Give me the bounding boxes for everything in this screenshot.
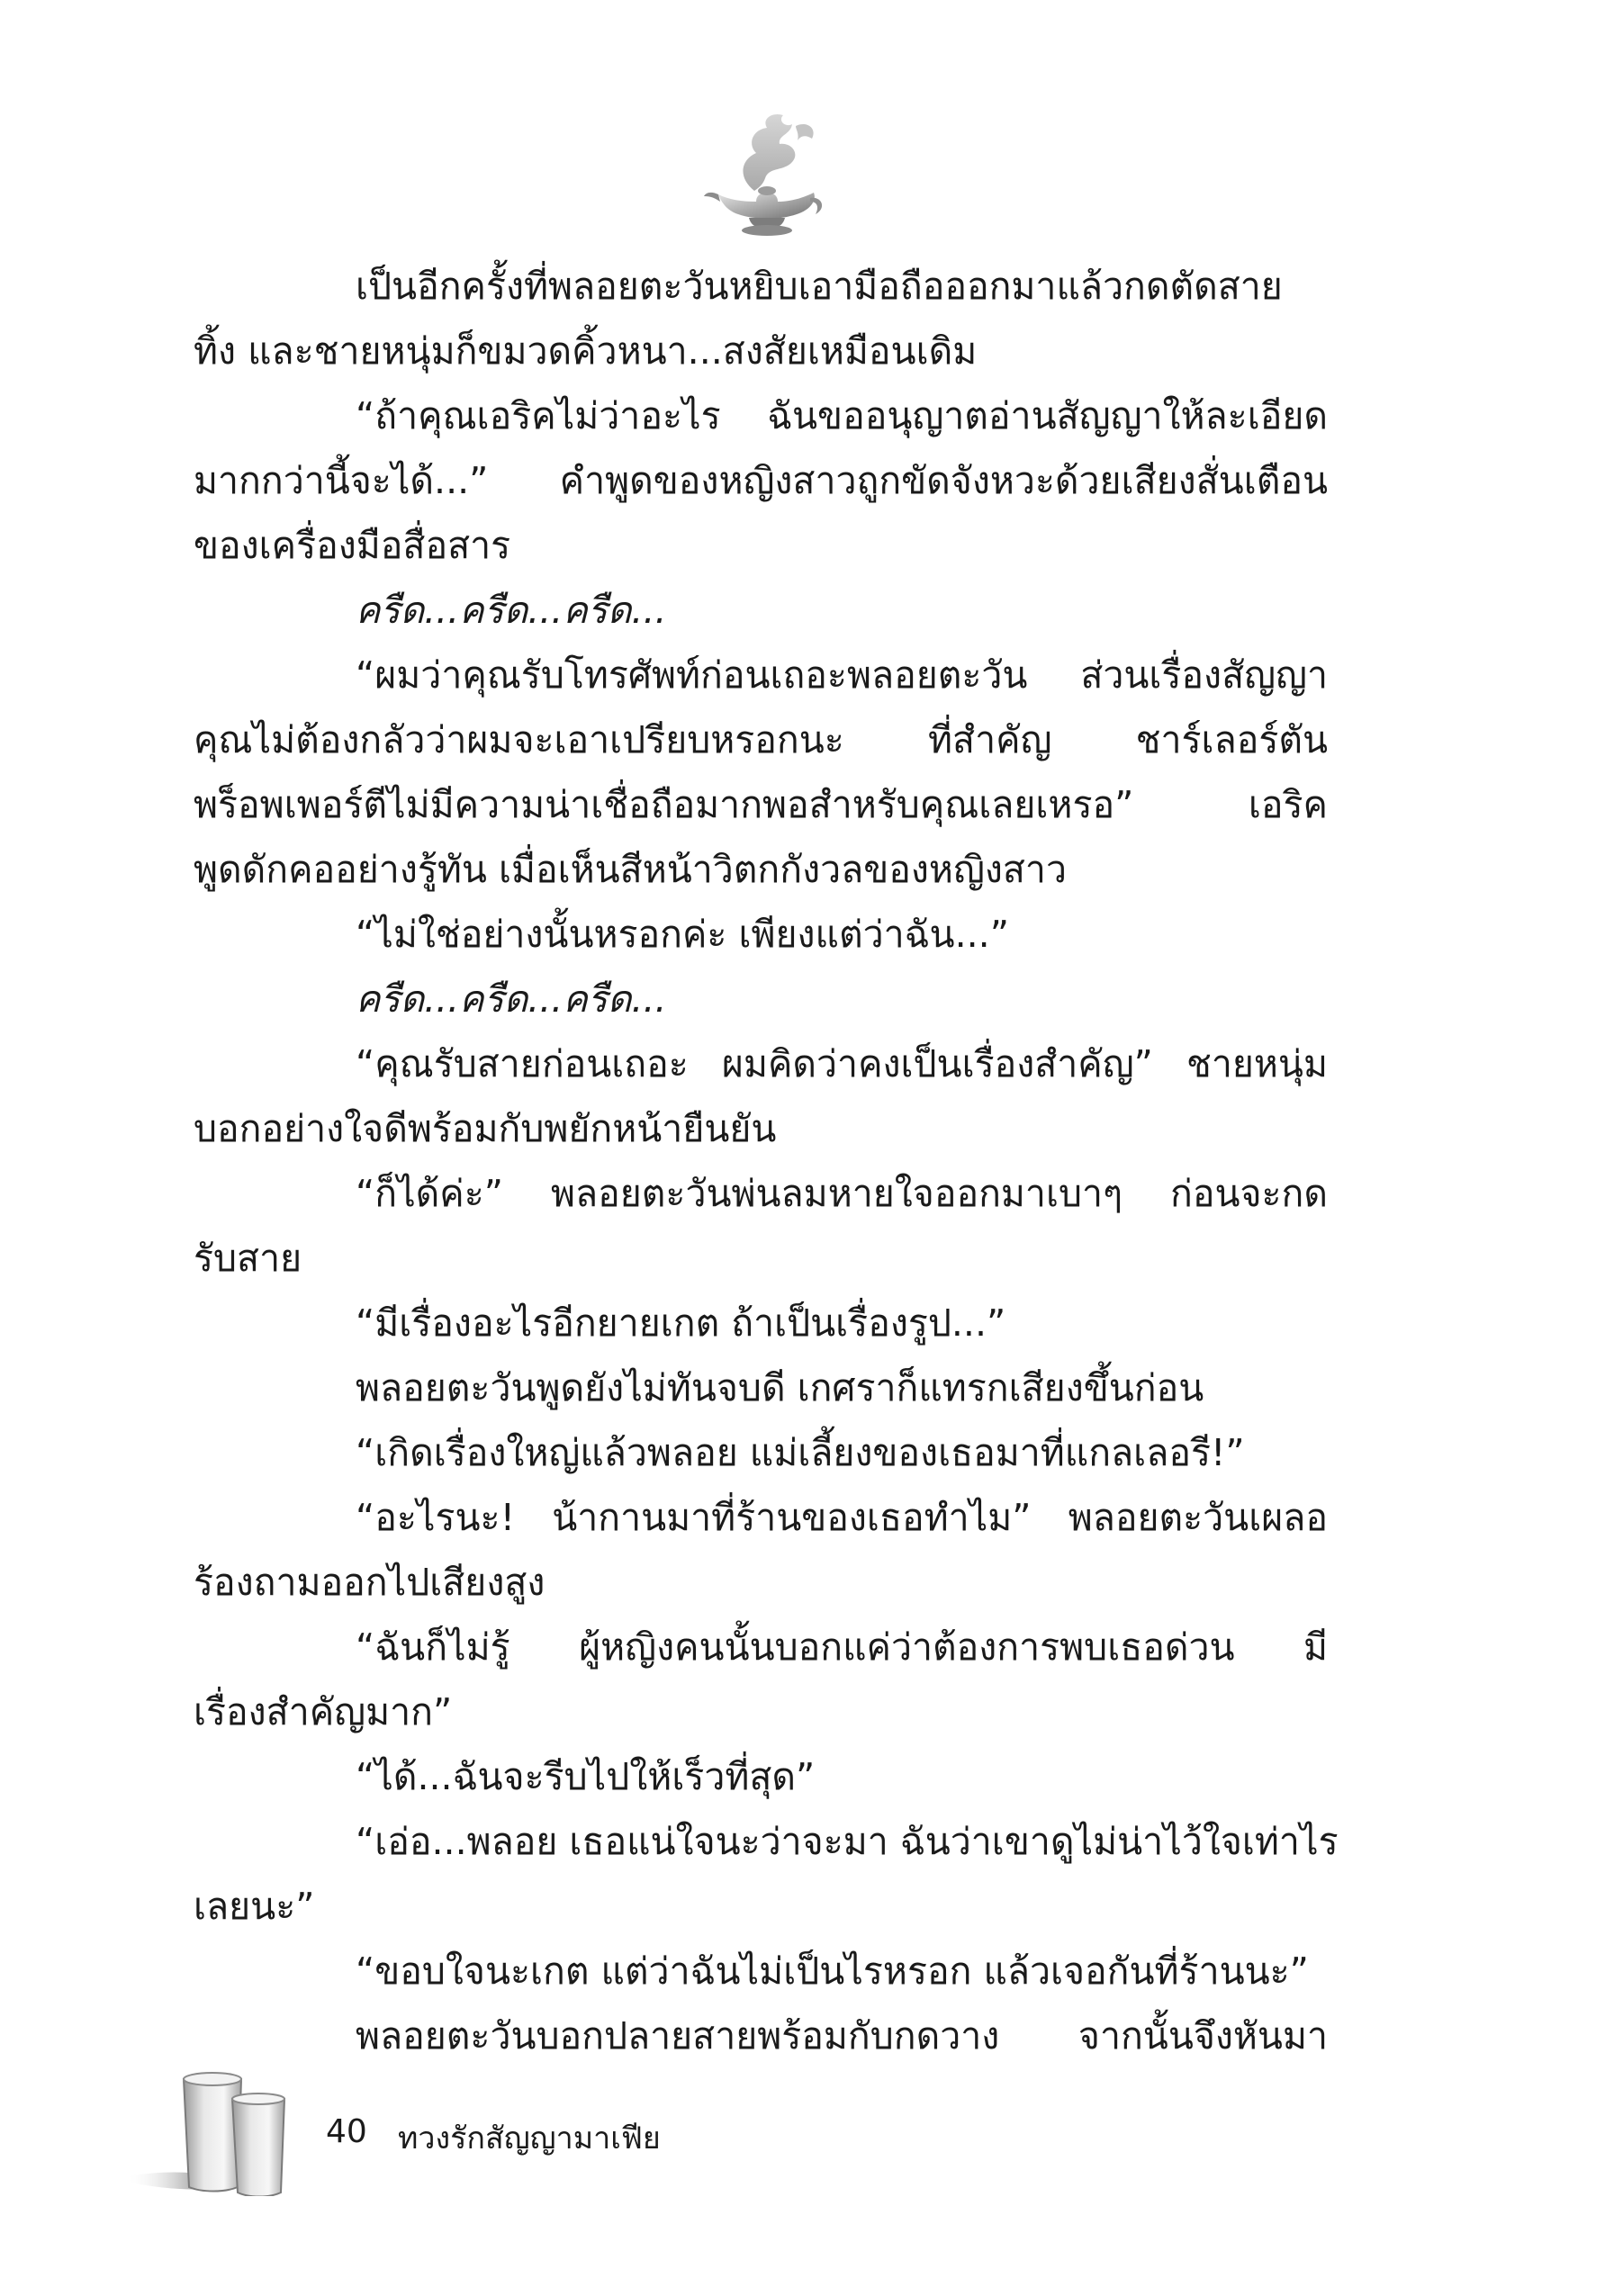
text-line: “คุณรับสายก่อนเถอะ ผมคิดว่าคงเป็นเรื่องสำคัญ” ชายหนุ่ม: [356, 1042, 1328, 1085]
text-line: “เอ่อ...พลอย เธอแน่ใจนะว่าจะมา ฉันว่าเขาดูไม่น่าไว้ใจเท่าไร: [356, 1820, 1339, 1863]
text-line: “ก็ได้ค่ะ” พลอยตะวันพ่นลมหายใจออกมาเบาๆ ก่อนจะกด: [356, 1172, 1328, 1215]
text-line: ร้องถามออกไปเสียงสูง: [194, 1561, 546, 1604]
text-line: “ผมว่าคุณรับโทรศัพท์ก่อนเถอะพลอยตะวัน ส่วนเรื่องสัญญา: [356, 653, 1328, 697]
text-line: ทิ้ง และชายหนุ่มก็ขมวดคิ้วหนา...สงสัยเหมือนเดิม: [194, 329, 978, 373]
text-line: “อะไรนะ! น้ากานมาที่ร้านของเธอทำไม” พลอยตะวันเผลอ: [356, 1496, 1328, 1539]
magic-lamp-icon: [702, 108, 828, 243]
page-number: 40: [326, 2113, 367, 2150]
text-line: “ถ้าคุณเอริคไม่ว่าอะไร ฉันขออนุญาตอ่านสัญญาให้ละเอียด: [356, 394, 1328, 437]
text-line: ครืด...ครืด...ครืด...: [356, 589, 667, 632]
story-body: [194, 254, 1339, 2068]
text-line: พลอยตะวันบอกปลายสายพร้อมกับกดวาง จากนั้นจึงหันมา: [356, 2014, 1328, 2057]
text-line: มากกว่านี้จะได้...” คำพูดของหญิงสาวถูกขัดจังหวะด้วยเสียงสั่นเตือน: [194, 459, 1328, 502]
text-line: เรื่องสำคัญมาก”: [194, 1690, 453, 1733]
text-line: คุณไม่ต้องกลัวว่าผมจะเอาเปรียบหรอกนะ ที่สำคัญ ชาร์เลอร์ตัน: [194, 718, 1328, 761]
text-line: เลยนะ”: [194, 1885, 315, 1928]
text-line: “ได้...ฉันจะรีบไปให้เร็วที่สุด”: [356, 1755, 816, 1798]
text-line: “ฉันก็ไม่รู้ ผู้หญิงคนนั้นบอกแค่ว่าต้องการพบเธอด่วน มี: [356, 1625, 1328, 1669]
text-line: ของเครื่องมือสื่อสาร: [194, 524, 511, 567]
text-line: “มีเรื่องอะไรอีกยายเกต ถ้าเป็นเรื่องรูป...”: [356, 1301, 1006, 1345]
text-line: บอกอย่างใจดีพร้อมกับพยักหน้ายืนยัน: [194, 1107, 777, 1150]
text-line: ครืด...ครืด...ครืด...: [356, 977, 667, 1021]
text-line: รับสาย: [194, 1237, 302, 1280]
page-footer: [126, 2061, 756, 2196]
text-line: “เกิดเรื่องใหญ่แล้วพลอย แม่เลี้ยงของเธอมาที่แกลเลอรี!”: [356, 1431, 1245, 1474]
text-line: “ขอบใจนะเกต แต่ว่าฉันไม่เป็นไรหรอก แล้วเจอกันที่ร้านนะ”: [356, 1949, 1309, 1993]
text-line: เป็นอีกครั้งที่พลอยตะวันหยิบเอามือถือออกมาแล้วกดตัดสาย: [356, 265, 1283, 308]
text-line: พลอยตะวันพูดยังไม่ทันจบดี เกศราก็แทรกเสียงขึ้นก่อน: [356, 1366, 1204, 1409]
text-line: “ไม่ใช่อย่างนั้นหรอกค่ะ เพียงแต่ว่าฉัน...”: [356, 913, 1009, 956]
milk-glasses-icon: [126, 2061, 324, 2196]
book-title: ทวงรักสัญญามาเฟีย: [398, 2120, 661, 2156]
text-line: พร็อพเพอร์ตีไม่มีความน่าเชื่อถือมากพอสำหรับคุณเลยเหรอ” เอริค: [194, 783, 1328, 826]
text-line: พูดดักคออย่างรู้ทัน เมื่อเห็นสีหน้าวิตกกังวลของหญิงสาว: [194, 848, 1067, 891]
